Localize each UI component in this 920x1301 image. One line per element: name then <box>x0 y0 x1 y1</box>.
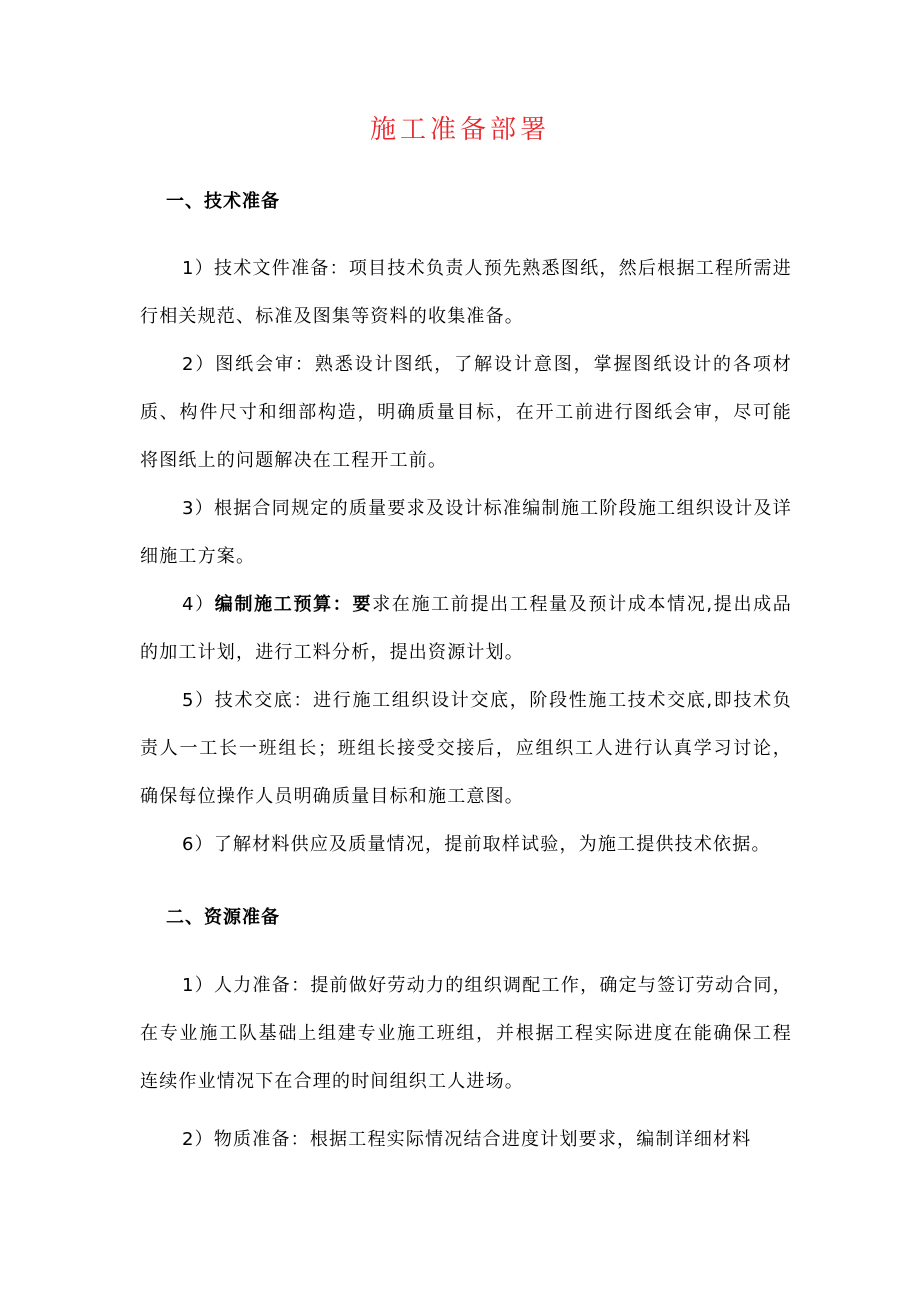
paragraph-tech-1: 1）技术文件准备：项目技术负责人预先熟悉图纸，然后根据工程所需进行相关规范、标准及图集等资料的收集准备。 <box>140 258 792 327</box>
paragraph-tech-6: 6）了解材料供应及质量情况，提前取样试验，为施工提供技术依据。 <box>182 834 771 855</box>
paragraph-tech-3: 3）根据合同规定的质量要求及设计标准编制施工阶段施工组织设计及详细施工方案。 <box>140 498 792 567</box>
paragraph-tech-4-prefix: 4） <box>182 594 215 615</box>
paragraph-tech-2: 2）图纸会审：熟悉设计图纸，了解设计意图，掌握图纸设计的各项材质、构件尺寸和细部构造，明确质量目标，在开工前进行图纸会审，尽可能将图纸上的问题解决在工程开工前。 <box>140 354 792 471</box>
section-heading-resources: 二、资源准备 <box>166 907 280 928</box>
document-title: 施工准备部署 <box>369 115 550 145</box>
paragraph-tech-5: 5）技术交底：进行施工组织设计交底，阶段性施工技术交底,即技术负责人一工长一班组长；班组长接受交接后，应组织工人进行认真学习讨论，确保每位操作人员明确质量目标和施工意图。 <box>140 690 792 807</box>
section-heading-technical: 一、技术准备 <box>166 191 280 212</box>
paragraph-tech-4 <box>140 581 792 677</box>
paragraph-resource-1: 1）人力准备：提前做好劳动力的组织调配工作，确定与签订劳动合同，在专业施工队基础上组建专业施工班组，并根据工程实际进度在能确保工程连续作业情况下在合理的时间组织工人进场。 <box>140 975 792 1092</box>
paragraph-tech-4-body: 求在施工前提出工程量及预计成本情况,提出成品的加工计划，进行工料分析，提出资源计划。 <box>140 594 793 663</box>
paragraph-resource-2: 2）物质准备：根据工程实际情况结合进度计划要求，编制详细材料 <box>182 1129 752 1150</box>
paragraph-tech-4-bold: 编制施工预算：要 <box>214 594 373 615</box>
